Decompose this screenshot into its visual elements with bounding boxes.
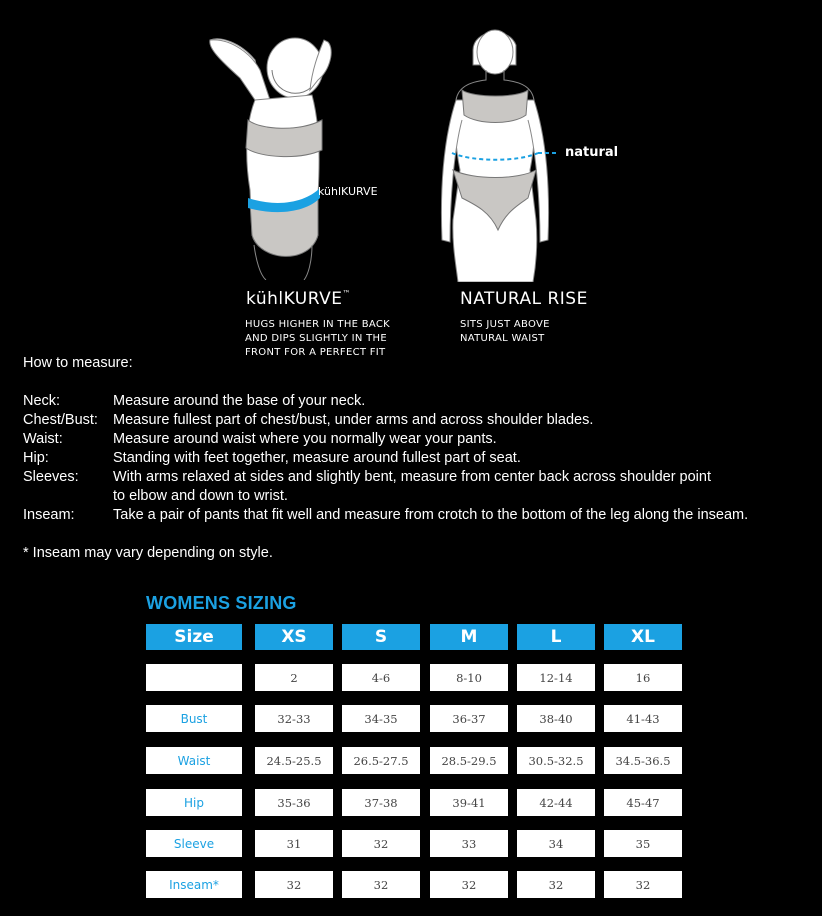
kuhlkurve-title: [246, 289, 351, 309]
how-to-measure-section: [23, 354, 813, 563]
size-value-cell: 2: [255, 664, 333, 691]
measure-definition: Measure around the base of your neck.: [113, 393, 366, 409]
kuhlkurve-logo: kühlKURVE: [318, 185, 378, 198]
measure-item-inseam: [23, 506, 813, 525]
measure-definition: Measure around waist where you normally wear your pants.: [113, 431, 497, 447]
size-header-l: L: [517, 624, 595, 650]
womens-sizing-title: WOMENS SIZING: [146, 593, 297, 613]
inseam-footnote: * Inseam may vary depending on style.: [23, 545, 273, 561]
size-value-cell: 32: [342, 871, 420, 898]
natural-rise-figure-illustration: [428, 20, 568, 282]
kuhlkurve-title-text: kühlKURVE: [246, 289, 343, 309]
row-label: Waist: [146, 747, 242, 774]
row-label: Inseam*: [146, 871, 242, 898]
row-label: Bust: [146, 705, 242, 732]
size-value-cell: 32: [430, 871, 508, 898]
size-value-cell: 32: [604, 871, 682, 898]
size-value-cell: 28.5-29.5: [430, 747, 508, 774]
measure-item-hip: [23, 449, 813, 468]
natural-waist-label: natural: [565, 145, 619, 160]
size-value-cell: 32: [255, 871, 333, 898]
size-header-s: S: [342, 624, 420, 650]
size-value-cell: 35: [604, 830, 682, 857]
size-value-cell: 35-36: [255, 789, 333, 816]
measure-item-neck: [23, 392, 813, 411]
measure-term: Inseam:: [23, 507, 75, 523]
natural-rise-title: NATURAL RISE: [460, 289, 588, 309]
measure-item-chest: [23, 411, 813, 430]
size-value-cell: 39-41: [430, 789, 508, 816]
size-value-cell: 42-44: [517, 789, 595, 816]
measure-term: Sleeves:: [23, 469, 79, 485]
kuhlkurve-line: HUGS HIGHER IN THE BACK: [245, 319, 390, 330]
row-label: Sleeve: [146, 830, 242, 857]
size-value-cell: 12-14: [517, 664, 595, 691]
size-value-cell: 8-10: [430, 664, 508, 691]
size-value-cell: 36-37: [430, 705, 508, 732]
measure-definition: Standing with feet together, measure around fullest part of seat.: [113, 450, 521, 466]
measure-term: Neck:: [23, 393, 61, 409]
row-label: [146, 664, 242, 691]
measure-definition: Measure fullest part of chest/bust, under arms and across shoulder blades.: [113, 412, 594, 428]
measure-definition-line: to elbow and down to wrist.: [113, 488, 288, 504]
size-value-cell: 26.5-27.5: [342, 747, 420, 774]
size-header: Size: [146, 624, 242, 650]
measure-term: Hip:: [23, 450, 49, 466]
natural-rise-line: NATURAL WAIST: [460, 333, 545, 344]
kuhlkurve-line: FRONT FOR A PERFECT FIT: [245, 347, 386, 358]
measure-term: Chest/Bust:: [23, 412, 98, 428]
measure-item-sleeves: [23, 468, 813, 506]
size-value-cell: 34.5-36.5: [604, 747, 682, 774]
size-value-cell: 4-6: [342, 664, 420, 691]
natural-rise-description: [460, 318, 550, 346]
size-value-cell: 31: [255, 830, 333, 857]
size-value-cell: 41-43: [604, 705, 682, 732]
measure-item-waist: [23, 430, 813, 449]
size-value-cell: 16: [604, 664, 682, 691]
row-label: Hip: [146, 789, 242, 816]
natural-rise-line: SITS JUST ABOVE: [460, 319, 550, 330]
size-value-cell: 34-35: [342, 705, 420, 732]
measure-definition-line: With arms relaxed at sides and slightly bent, measure from center back across shoulder point: [113, 469, 711, 485]
size-value-cell: 38-40: [517, 705, 595, 732]
size-header-m: M: [430, 624, 508, 650]
how-to-measure-heading: How to measure:: [23, 355, 133, 371]
kuhlkurve-line: AND DIPS SLIGHTLY IN THE: [245, 333, 387, 344]
size-header-xl: XL: [604, 624, 682, 650]
size-value-cell: 33: [430, 830, 508, 857]
kuhlkurve-figure-illustration: [200, 30, 390, 280]
size-header-xs: XS: [255, 624, 333, 650]
measure-definition: Take a pair of pants that fit well and measure from crotch to the bottom of the leg along the inseam.: [113, 507, 749, 523]
measure-term: Waist:: [23, 431, 63, 447]
size-value-cell: 45-47: [604, 789, 682, 816]
size-value-cell: 30.5-32.5: [517, 747, 595, 774]
trademark-symbol: ™: [342, 289, 351, 298]
size-value-cell: 37-38: [342, 789, 420, 816]
size-value-cell: 32-33: [255, 705, 333, 732]
size-value-cell: 32: [517, 871, 595, 898]
size-value-cell: 32: [342, 830, 420, 857]
size-value-cell: 34: [517, 830, 595, 857]
size-value-cell: 24.5-25.5: [255, 747, 333, 774]
measure-definition: [113, 468, 813, 506]
